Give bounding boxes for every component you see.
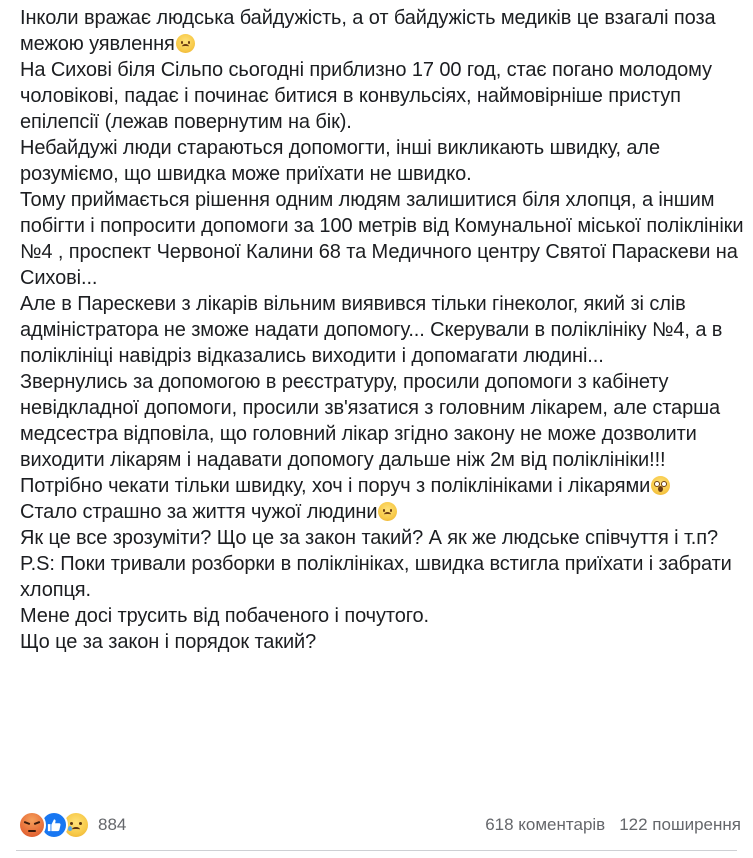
post-paragraph	[20, 5, 745, 57]
shares-link[interactable]: 122 поширення	[619, 815, 741, 834]
post-line: Стало страшно за життя чужої людини	[20, 501, 378, 523]
post-line: P.S: Поки тривали розборки в поліклініках, швидка встигла приїхати і забрати хлопця.	[20, 553, 732, 601]
post-stats	[485, 808, 741, 842]
post-paragraph	[20, 291, 745, 369]
post-line: Звернулись за допомогою в реєстратуру, просили допомоги з кабінету невідкладної допомоги, просили зв'язатися з головним лікарем, але старша медсестра відповіла, що головний лікар згідно закону не може дозволити виходити лікарям і надавати допомогу дальше ніж 2м від поліклініки!!!	[20, 371, 721, 471]
post-text	[20, 5, 745, 655]
post-paragraph	[20, 629, 745, 655]
post-line: Інколи вражає людська байдужість, а от байдужість медиків це взагалі поза межою уявлення	[20, 7, 716, 55]
reactions-summary[interactable]	[18, 808, 126, 842]
footer-divider	[16, 850, 737, 851]
post-line: Потрібно чекати тільки швидку, хоч і поруч з поліклініками і лікарями	[20, 475, 651, 497]
post-paragraph	[20, 187, 745, 291]
post-paragraph	[20, 369, 745, 473]
post-line: Небайдужі люди стараються допомогти, інші викликають швидку, але розуміємо, що швидка може приїхати не швидко.	[20, 137, 660, 185]
post-paragraph	[20, 499, 745, 525]
sad-face-icon	[176, 34, 195, 53]
post-line: Як це все зрозуміти? Що це за закон такий? А як же людське співчуття і т.п?	[20, 527, 719, 549]
post-paragraph	[20, 135, 745, 187]
post-paragraph	[20, 551, 745, 603]
post-paragraph	[20, 603, 745, 629]
post-paragraph	[20, 473, 745, 499]
sad-face-icon	[378, 502, 397, 521]
post-line: Що це за закон і порядок такий?	[20, 631, 317, 653]
post-line: Але в Парескеви з лікарів вільним виявився тільки гінеколог, який зі слів адміністратора не зможе надати допомогу... Скерували в поліклініку №4, а в поліклініці навідріз відказались виходити і допомагати людині...	[20, 293, 723, 367]
post-footer	[0, 808, 753, 844]
angry-reaction-icon	[18, 811, 46, 839]
reaction-count: 884	[98, 815, 127, 834]
post-line: Тому приймається рішення одним людям залишитися біля хлопця, а іншим побігти і попросити допомоги за 100 метрів від Комунальної міської поліклініки №4 , проспект Червоної Калини 68 та Медичного центру Святої Параскеви на Сихові...	[20, 189, 744, 289]
post-line: На Сихові біля Сільпо сьогодні приблизно 17 00 год, стає погано молодому чоловікові, падає і починає битися в конвульсіях, наймовірніше приступ епілепсії (лежав повернутим на бік).	[20, 59, 712, 133]
post-paragraph	[20, 57, 745, 135]
astonished-face-icon	[651, 476, 670, 495]
post-paragraph	[20, 525, 745, 551]
comments-link[interactable]: 618 коментарів	[485, 815, 606, 834]
post-line: Мене досі трусить від побаченого і почутого.	[20, 605, 429, 627]
